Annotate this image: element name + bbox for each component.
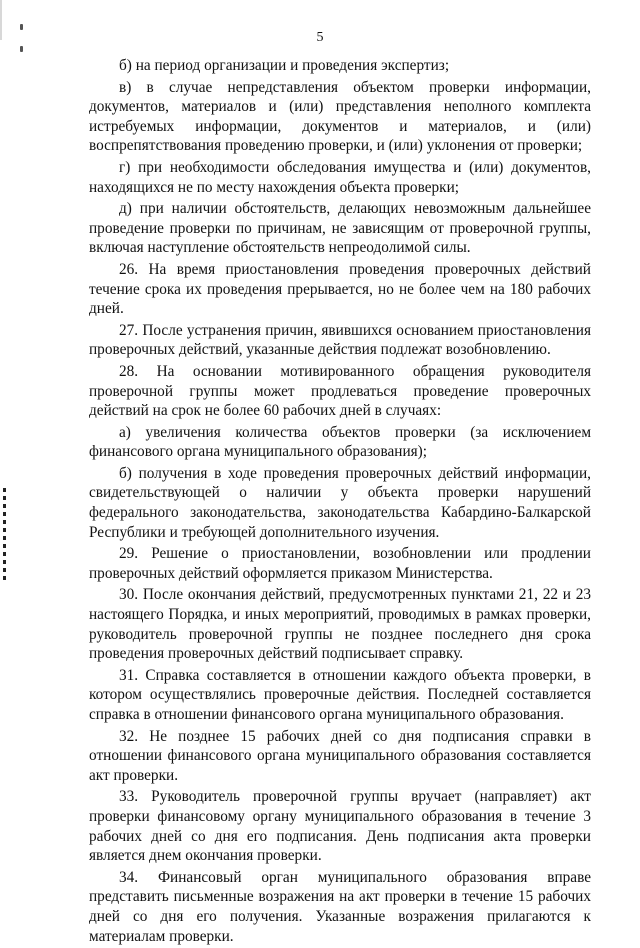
document-body [89, 56, 591, 948]
scan-artifact-mark [20, 46, 23, 52]
paragraph-26: 26. На время приостановления проведения проверочных действий течение срока их проведения прерывается, но не более чем на 180 рабочих дней. [89, 260, 591, 318]
paragraph-v-nonsubmission: в) в случае непредставления объектом проверки информации, документов, материалов и (или) представления неполного комплекта истребуемых информации, документов и материалов, и (или) воспрепятствования проведению проверки, и (или) уклонения от проверки; [89, 78, 591, 155]
paragraph-28-a: а) увеличения количества объектов проверки (за исключением финансового органа муниципального образования); [89, 423, 591, 461]
paragraph-d-force-majeure: д) при наличии обстоятельств, делающих невозможным дальнейшее проведение проверки по причинам, не зависящим от проверочной группы, включая наступление обстоятельств непреодолимой силы. [89, 200, 591, 257]
binding-perforation [3, 488, 6, 580]
paragraph-29: 29. Решение о приостановлении, возобновлении или продлении проверочных действий оформляется приказом Министерства. [89, 545, 591, 582]
paragraph-28-b: б) получения в ходе проведения проверочных действий информации, свидетельствующей о наличии у объекта проверки нарушений федерального законодательства, законодательства Кабардино-Балкарской Республики и требующей дополнительного изучения. [89, 464, 591, 541]
page-number: 5 [316, 30, 324, 45]
paragraph-33: 33. Руководитель проверочной группы вручает (направляет) акт проверки финансовому органу муниципального образования в течение 3 рабочих дней со дня его подписания. День подписания акта проверки является днем окончания проверки. [89, 788, 591, 865]
paragraph-g-inspection: г) при необходимости обследования имущества и (или) документов, находящихся не по месту нахождения объекта проверки; [89, 158, 591, 196]
paragraph-27: 27. После устранения причин, явившихся основанием приостановления проверочных действий, указанные действия подлежат возобновлению. [89, 321, 591, 359]
paragraph-32: 32. Не позднее 15 рабочих дней со дня подписания справки в отношении финансового органа муниципального образования составляется акт проверки. [89, 727, 591, 784]
paragraph-31: 31. Справка составляется в отношении каждого объекта проверки, в котором осуществлялись проверочные действия. Последней составляется справка в отношении финансового органа муниципального образования. [89, 666, 591, 723]
paragraph-34: 34. Финансовый орган муниципального образования вправе представить письменные возражения на акт проверки в течение 15 рабочих дней со дня его получения. Указанные возражения прилагаются к материалам проверки. [89, 868, 591, 945]
paragraph-30: 30. После окончания действий, предусмотренных пунктами 21, 22 и 23 настоящего Порядка, и иных мероприятий, проводимых в рамках проверки, руководитель проверочной группы не позднее последнего дня срока проведения проверочных действий подписывает справку. [89, 586, 591, 663]
paragraph-b-expertise: б) на период организации и проведения экспертиз; [119, 57, 450, 74]
paragraph-28: 28. На основании мотивированного обращения руководителя проверочной группы может продлеваться проведение проверочных действий на срок не более 60 рабочих дней в случаях: [89, 362, 591, 420]
